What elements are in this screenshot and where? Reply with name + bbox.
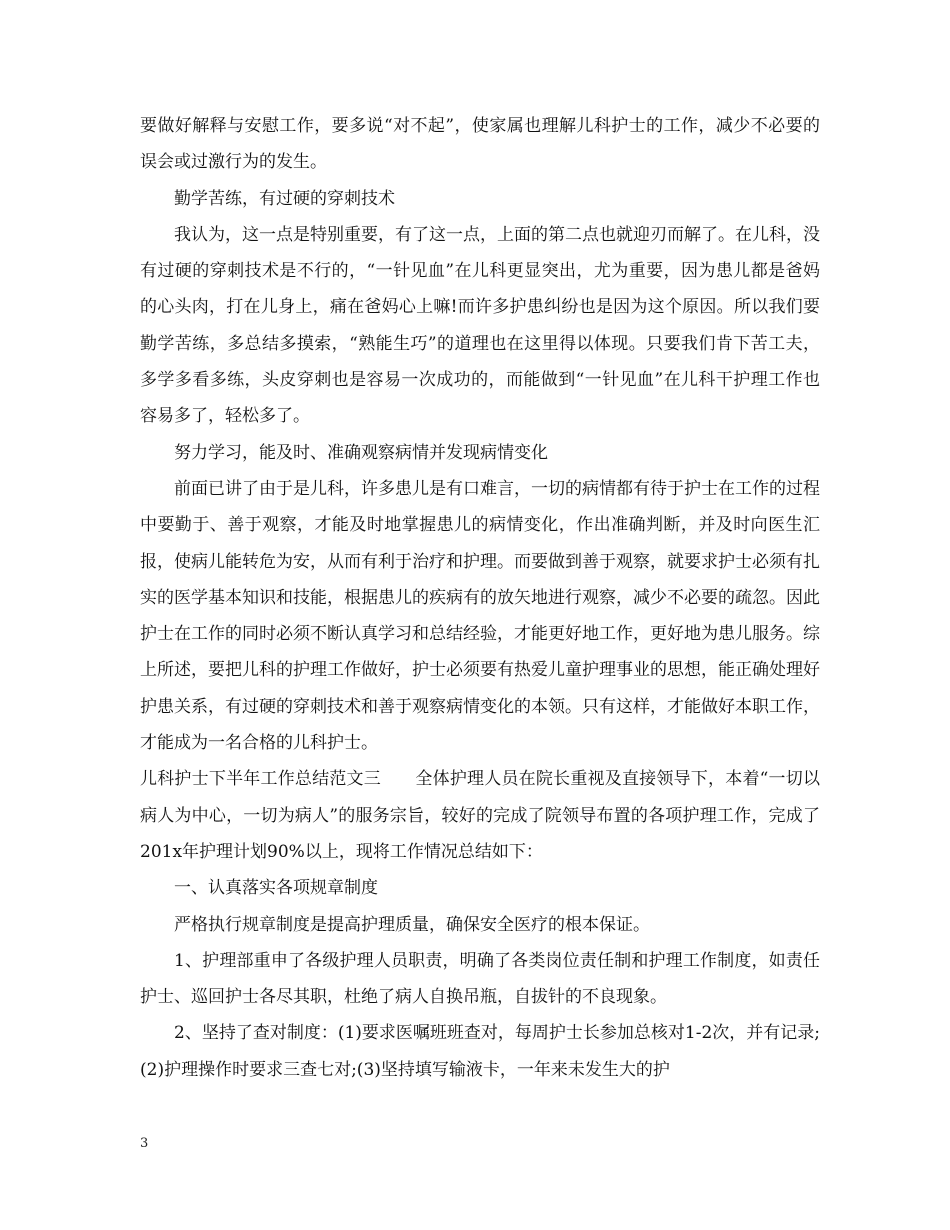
paragraph-3: 我认为，这一点是特别重要，有了这一点，上面的第二点也就迎刃而解了。在儿科，没有过硬的穿刺技术是不行的，“一针见血”在儿科更显突出，尤为重要，因为患儿都是爸妈的心头肉，打在儿身上，痛在爸妈心上嘛!而许多护患纠纷也是因为这个原因。所以我们要勤学苦练，多总结多摸索，“熟能生巧”的道理也在这里得以体现。只要我们肯下苦工夫，多学多看多练，头皮穿刺也是容易一次成功的，而能做到“一针见血”在儿科干护理工作也容易多了，轻松多了。 xyxy=(140,224,820,427)
paragraph-6: 儿科护士下半年工作总结范文三 全体护理人员在院长重视及直接领导下，本着“一切以病人为中心，一切为病人”的服务宗旨，较好的完成了院领导布置的各项护理工作，完成了201x年护理计划90%以上，现将工作情况总结如下： xyxy=(140,769,820,862)
paragraph-5: 前面已讲了由于是儿科，许多患儿是有口难言，一切的病情都有待于护士在工作的过程中要勤于、善于观察，才能及时地掌握患儿的病情变化，作出准确判断，并及时向医生汇报，使病儿能转危为安，从而有利于治疗和护理。而要做到善于观察，就要求护士必须有扎实的医学基本知识和技能，根据患儿的疾病有的放矢地进行观察，减少不必要的疏忽。因此护士在工作的同时必须不断认真学习和总结经验，才能更好地工作，更好地为患儿服务。综上所述，要把儿科的护理工作做好，护士必须要有热爱儿童护理事业的思想，能正确处理好护患关系，有过硬的穿刺技术和善于观察病情变化的本领。只有这样，才能做好本职工作，才能成为一名合格的儿科护士。 xyxy=(140,478,820,754)
section-heading-rules: 一、认真落实各项规章制度 xyxy=(174,878,378,899)
section-heading-puncture: 勤学苦练，有过硬的穿刺技术 xyxy=(174,188,395,209)
paragraph-8: 严格执行规章制度是提高护理质量，确保安全医疗的根本保证。 xyxy=(174,914,650,935)
page-number: 3 xyxy=(140,1136,149,1151)
paragraph-10: 2、坚持了查对制度：(1)要求医嘱班班查对，每周护士长参加总核对1-2次，并有记录;(2)护理操作时要求三查七对;(3)坚持填写输液卡，一年来未发生大的护 xyxy=(140,1023,820,1080)
section-heading-observation: 努力学习，能及时、准确观察病情并发现病情变化 xyxy=(174,442,548,463)
paragraph-9: 1、护理部重申了各级护理人员职责，明确了各类岗位责任制和护理工作制度，如责任护士、巡回护士各尽其职，杜绝了病人自换吊瓶，自拔针的不良现象。 xyxy=(140,950,820,1008)
document-body xyxy=(140,108,820,1088)
paragraph-1: 要做好解释与安慰工作，要多说“对不起”，使家属也理解儿科护士的工作，减少不必要的误会或过激行为的发生。 xyxy=(140,116,820,173)
